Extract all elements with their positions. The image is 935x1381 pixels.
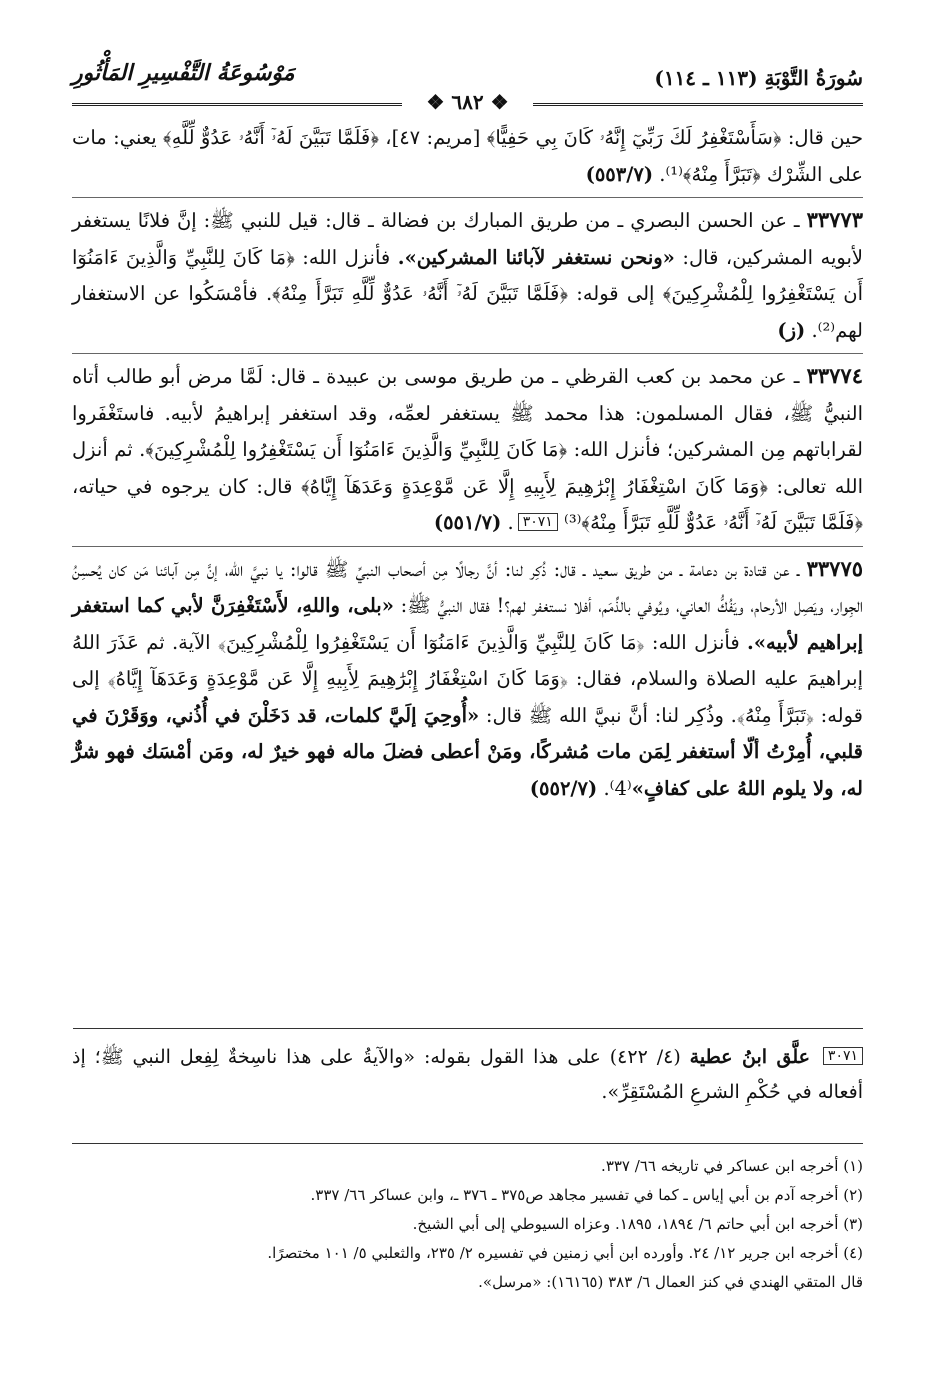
main-text xyxy=(72,120,863,807)
note-rule xyxy=(73,1028,863,1029)
page-number: ❖ ٦٨٢ ❖ xyxy=(426,90,509,114)
entry-number: ٣٣٧٧٣ xyxy=(806,207,863,232)
footnote: (١) أخرجه ابن عساكر في تاريخه ٦٦/ ٣٣٧. xyxy=(601,1157,863,1175)
hadith-quote: «ونحن نستغفر لآبائنا المشركين». xyxy=(397,245,675,269)
surah-title: سُورَةُ التَّوْبَةِ (١١٣ ـ ١١٤) xyxy=(654,66,863,90)
footnote: قال المتقي الهندي في كنز العمال ٦/ ٣٨٣ (١٦١٦٥): «مرسل». xyxy=(478,1273,863,1291)
entry-33775: ٣٣٧٧٥ ـ عن قتادة بن دعامة ـ من طريق سعيد ـ قال: ذُكِر لنا: أنَّ رجالًا مِن أصحاب النبيِّ ﷺ قالوا: يا نبيَّ الله، إنَّ مِن آبائنا مَن كان يُحسِنُ الجِوار، ويَصِل الأرحام، ويَفُكُّ العاني، ويُوفي بالذِّمَم، أفلا نستغفر لهم؟! فقال النبيُّ ﷺ: «بلى، واللهِ، لأَسْتَغْفِرَنَّ لأبي كما استغفر إبراهيم لأبيه». فأنزل الله: ﴿مَا كَانَ لِلنَّبِيِّ وَالَّذِينَ ءَامَنُوٓا أَن يَسْتَغْفِرُوا لِلْمُشْرِكِينَ﴾ الآية. ثم عَذَرَ اللهُ إبراهيمَ عليه الصلاة والسلام، فقال: ﴿وَمَا كَانَ اسْتِغْفَارُ إِبْرَٰهِيمَ لِأَبِيهِ إِلَّا عَن مَّوْعِدَةٍ وَعَدَهَآ إِيَّاهُ﴾ إلى قوله: ﴿تَبَرَّأَ مِنْهُ﴾. وذُكِر لنا: أنَّ نبيَّ الله ﷺ قال: «أُوحِيَ إلَيَّ كلمات، قد دَخَلْنَ في أُذُني، ووَقَرْنَ في قلبي، أُمِرْتُ ألّا أستغفر لِمَن مات مُشركًا، ومَنْ أعطى فضلَ ماله فهو خيرٌ له، ومَن أمْسَك فهو شرٌّ له، ولا يلوم اللهُ على كفافٍ»⁽4⁾. (٥٥٢/٧) xyxy=(72,555,864,800)
grade-ref: (٥٥٣/٧) xyxy=(585,162,654,186)
entry-separator xyxy=(72,546,863,547)
entry-33774: ٣٣٧٧٤ ـ عن محمد بن كعب القرظي ـ من طريق موسى بن عبيدة ـ قال: لَمَّا مرض أبو طالب أتاه النبيُّ ﷺ، فقال المسلمون: هذا محمد ﷺ يستغفر لعمِّه، وقد استغفر إبراهيمُ لأبيه. فاستَغْفَروا لقراباتهم مِن المشركين؛ فأنزل الله: ﴿مَا كَانَ لِلنَّبِيِّ وَالَّذِينَ ءَامَنُوٓا أَن يَسْتَغْفِرُوا لِلْمُشْرِكِينَ﴾. ثم أنزل الله تعالى: ﴿وَمَا كَانَ اسْتِغْفَارُ إِبْرَٰهِيمَ لِأَبِيهِ إِلَّا عَن مَّوْعِدَةٍ وَعَدَهَآ إِيَّاهُ﴾ قال: كان يرجوه في حياته، ﴿فَلَمَّا تَبَيَّنَ لَهُۥٓ أَنَّهُۥ عَدُوٌّ لِّلَّهِ تَبَرَّأَ مِنْهُ﴾⁽³⁾ ٣٠٧١. (٥٥١/٧) xyxy=(72,363,863,534)
hadith-quote: «أُوحِيَ إلَيَّ كلمات، قد دَخَلْنَ في أُذُني، ووَقَرْنَ في قلبي، أُمِرْتُ ألّا أستغفر لِمَن مات مُشركًا، ومَنْ أعطى فضلَ ماله فهو خيرٌ له، ومَن أمْسَك فهو شرٌّ له، ولا يلوم اللهُ على كفافٍ» xyxy=(72,703,863,800)
note-text: (٤/ ٤٢٢) على هذا القول بقوله: «والآيةُ على هذا ناسِخةٌ لِفِعل النبي ﷺ؛ إذ أفعاله في حُكْمِ الشرعِ المُسْتَقِرِّ». xyxy=(72,1046,863,1103)
commentary-ref-box: ٣٠٧١ xyxy=(823,1047,863,1065)
commentary-note xyxy=(72,1040,863,1110)
commentary-ref-box: ٣٠٧١ xyxy=(518,513,558,531)
footnotes xyxy=(72,1152,863,1297)
footnote: (٤) أخرجه ابن جرير ١٢/ ٢٤. وأورده ابن أبي زمنين في تفسيره ٢/ ٢٣٥، والثعلبي ٥/ ١٠١ مختصرًا. xyxy=(267,1244,863,1262)
continued-paragraph: حين قال: ﴿سَأَسْتَغْفِرُ لَكَ رَبِّيٓ إِنَّهُۥ كَانَ بِي حَفِيًّا﴾ [مريم: ٤٧]، ﴿فَلَمَّا تَبَيَّنَ لَهُۥٓ أَنَّهُۥ عَدُوٌّ لِّلَّهِ﴾ يعني: مات على الشِّرْك ﴿تَبَرَّأَ مِنْهُ﴾⁽¹⁾. (٥٥٣/٧) xyxy=(72,126,864,186)
grade-ref: (٥٥١/٧) xyxy=(433,511,502,534)
grade-ref: (ز) xyxy=(777,318,806,342)
note-lead: علَّق ابنُ عطية xyxy=(689,1046,810,1068)
book-title: مَوْسُوعَةُ التَّفْسِيرِ المَأْثُورِ xyxy=(72,60,295,86)
entry-separator xyxy=(72,353,863,354)
footnote: (٣) أخرجه ابن أبي حاتم ٦/ ١٨٩٤، ١٨٩٥. وعزاه السيوطي إلى أبي الشيخ. xyxy=(412,1215,863,1233)
entry-number: ٣٣٧٧٤ xyxy=(806,363,863,388)
hadith-quote: «بلى، واللهِ، لأَسْتَغْفِرَنَّ لأبي كما استغفر إبراهيم لأبيه». xyxy=(72,594,863,654)
footnote-rule xyxy=(72,1143,863,1144)
footnote: (٢) أخرجه آدم بن أبي إياس ـ كما في تفسير مجاهد ص٣٧٥ ـ ٣٧٦ ـ، وابن عساكر ٦٦/ ٣٣٧. xyxy=(310,1186,863,1204)
grade-ref: (٥٥٢/٧) xyxy=(529,776,598,800)
entry-separator xyxy=(72,197,863,198)
entry-number: ٣٣٧٧٥ xyxy=(806,555,864,581)
entry-33773: ٣٣٧٧٣ ـ عن الحسن البصري ـ من طريق المبارك بن فضالة ـ قال: قيل للنبي ﷺ: إنَّ فلانًا يستغفر لأبويه المشركين، قال: «ونحن نستغفر لآبائنا المشركين». فأنزل الله: ﴿مَا كَانَ لِلنَّبِيِّ وَالَّذِينَ ءَامَنُوٓا أَن يَسْتَغْفِرُوا لِلْمُشْرِكِينَ﴾ إلى قوله: ﴿فَلَمَّا تَبَيَّنَ لَهُۥٓ أَنَّهُۥ عَدُوٌّ لِّلَّهِ تَبَرَّأَ مِنْهُ﴾. فأمْسَكُوا عن الاستغفار لهم⁽²⁾. (ز) xyxy=(72,207,864,342)
